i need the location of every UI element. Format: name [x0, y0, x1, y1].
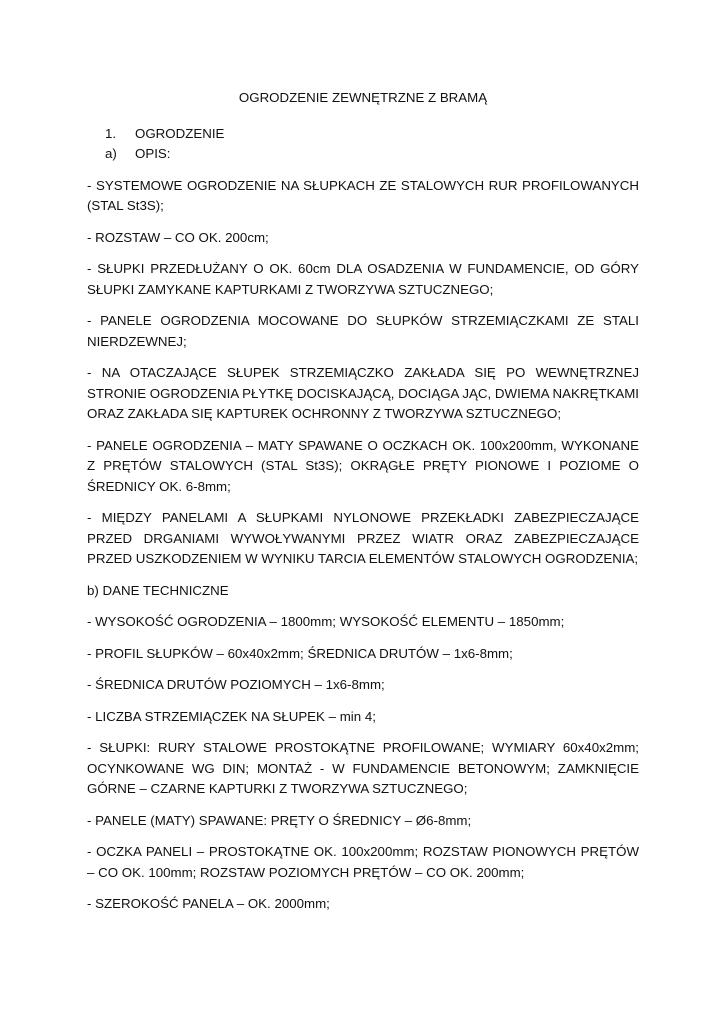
- tech-paragraph: - PROFIL SŁUPKÓW – 60x40x2mm; ŚREDNICA DRUTÓW – 1x6-8mm;: [87, 645, 513, 661]
- subsection-a-heading: [105, 144, 639, 165]
- opis-paragraph: - NA OTACZAJĄCE SŁUPEK STRZEMIĄCZKO ZAKŁADA SIĘ PO WEWNĘTRZNEJ STRONIE OGRODZENIA PŁYTKĘ DOCISKAJĄCĄ, DOCIĄGA JĄC, DWIEMA NAKRĘTKAMI ORAZ ZAKŁADA SIĘ KAPTUREK OCHRONNY Z TWORZYWA SZTUCZNEGO;: [87, 365, 639, 421]
- section-number: 1.: [105, 125, 117, 141]
- subsection-a-label: OPIS:: [135, 146, 171, 161]
- tech-paragraph: - OCZKA PANELI – PROSTOKĄTNE OK. 100x200mm; ROZSTAW PIONOWYCH PRĘTÓW – CO OK. 100mm; ROZSTAW POZIOMYCH PRĘTÓW – CO OK. 200mm;: [87, 844, 639, 880]
- tech-paragraph: - WYSOKOŚĆ OGRODZENIA – 1800mm; WYSOKOŚĆ ELEMENTU – 1850mm;: [87, 614, 565, 629]
- opis-paragraph: - SYSTEMOWE OGRODZENIE NA SŁUPKACH ZE STALOWYCH RUR PROFILOWANYCH (STAL St3S);: [87, 177, 639, 213]
- tech-paragraph: - SZEROKOŚĆ PANELA – OK. 2000mm;: [87, 896, 330, 911]
- subsection-b-heading: b) DANE TECHNICZNE: [87, 582, 229, 598]
- section-heading-list: [87, 124, 639, 165]
- tech-paragraph: - SŁUPKI: RURY STALOWE PROSTOKĄTNE PROFILOWANE; WYMIARY 60x40x2mm; OCYNKOWANE WG DIN; MONTAŻ - W FUNDAMENCIE BETONOWYM; ZAMKNIĘCIE GÓRNE – CZARNE KAPTURKI Z TWORZYWA SZTUCZNEGO;: [87, 740, 639, 796]
- opis-paragraph: - PANELE OGRODZENIA – MATY SPAWANE O OCZKACH OK. 100x200mm, WYKONANE Z PRĘTÓW STALOWYCH (STAL St3S); OKRĄGŁE PRĘTY PIONOWE I POZIOME O ŚREDNICY OK. 6-8mm;: [87, 437, 639, 494]
- tech-paragraph: - LICZBA STRZEMIĄCZEK NA SŁUPEK – min 4;: [87, 708, 376, 724]
- tech-paragraph: - PANELE (MATY) SPAWANE: PRĘTY O ŚREDNICY – Ø6-8mm;: [87, 812, 472, 828]
- section-label: OGRODZENIE: [135, 125, 225, 141]
- opis-paragraph: - ROZSTAW – CO OK. 200cm;: [87, 229, 269, 245]
- subsection-a-letter: a): [105, 146, 117, 161]
- section-heading: [105, 124, 639, 145]
- document-body: [87, 88, 639, 926]
- tech-paragraph: - ŚREDNICA DRUTÓW POZIOMYCH – 1x6-8mm;: [87, 677, 385, 692]
- opis-paragraph: - MIĘDZY PANELAMI A SŁUPKAMI NYLONOWE PRZEKŁADKI ZABEZPIECZAJĄCE PRZED DRGANIAMI WYWOŁYWANYMI PRZEZ WIATR ORAZ ZABEZPIECZAJĄCE PRZED USZKODZENIEM W WYNIKU TARCIA ELEMENTÓW STALOWYCH OGRODZENIA;: [87, 510, 639, 566]
- document-title: OGRODZENIE ZEWNĘTRZNE Z BRAMĄ: [238, 90, 488, 105]
- opis-paragraph: - SŁUPKI PRZEDŁUŻANY O OK. 60cm DLA OSADZENIA W FUNDAMENCIE, OD GÓRY SŁUPKI ZAMYKANE KAPTURKAMI Z TWORZYWA SZTUCZNEGO;: [87, 261, 639, 297]
- opis-paragraph: - PANELE OGRODZENIA MOCOWANE DO SŁUPKÓW STRZEMIĄCZKAMI ZE STALI NIERDZEWNEJ;: [87, 313, 639, 349]
